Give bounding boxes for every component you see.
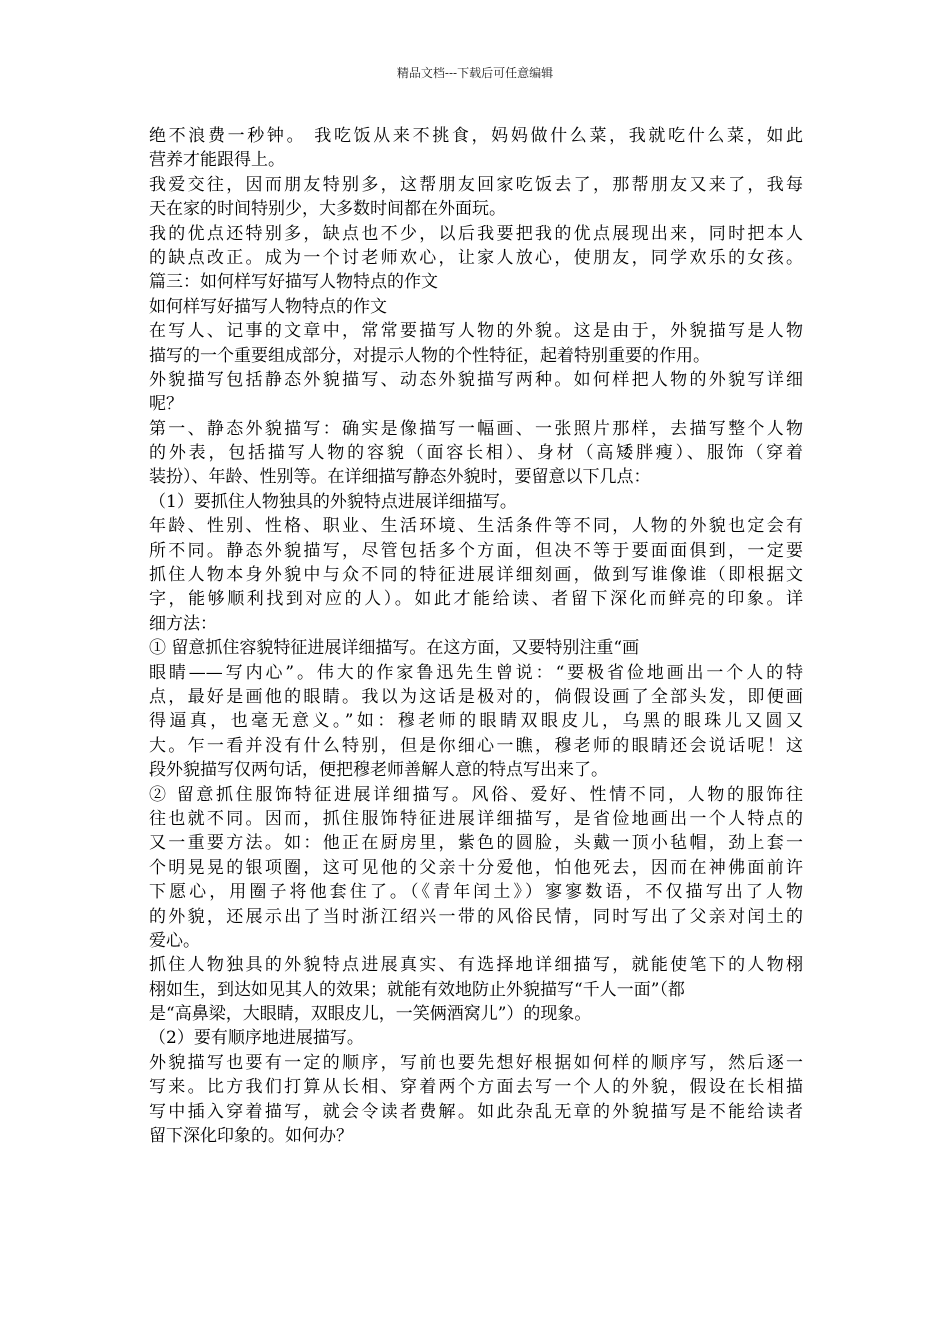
text-line: 外貌描写包括静态外貌描写、动态外貌描写两种。如何样把人物的外貌写详细 — [149, 369, 803, 390]
text-line: 的缺点改正。成为一个讨老师欢心，让家人放心，使朋友，同学欢乐的女孩。 — [149, 247, 803, 268]
text-line: 眼睛——写内心”。伟大的作家鲁迅先生曾说：“要极省俭地画出一个人的特 — [149, 662, 803, 683]
text-line: 抓住人物独具的外貌特点进展真实、有选择地详细描写，就能使笔下的人物栩 — [149, 955, 803, 976]
text-line: 段外貌描写仅两句话，便把穆老师善解人意的特点写出来了。 — [149, 760, 608, 781]
text-line: （2）要有顺序地进展描写。 — [149, 1028, 364, 1049]
text-line: 天在家的时间特别少，大多数时间都在外面玩。 — [149, 199, 506, 220]
text-line: ② 留意抓住服饰特征进展详细描写。风俗、爱好、性情不同，人物的服饰往 — [149, 784, 803, 805]
text-line: 写中插入穿着描写，就会令读者费解。如此杂乱无章的外貌描写是不能给读者 — [149, 1101, 803, 1122]
page-header: 精品文档---下载后可任意编辑 — [396, 66, 554, 80]
text-line: 我爱交往，因而朋友特别多，这帮朋友回家吃饭去了，那帮朋友又来了，我每 — [149, 174, 803, 195]
text-line: 字，能够顺利找到对应的人）。如此才能给读、者留下深化而鲜亮的印象。详 — [149, 589, 803, 610]
text-line: 在写人、记事的文章中，常常要描写人物的外貌。这是由于，外貌描写是人物 — [149, 321, 803, 342]
text-line: 的外貌，还展示出了当时浙江绍兴一带的风俗民情，同时写出了父亲对闰土的 — [149, 906, 803, 927]
text-line: 我的优点还特别多，缺点也不少，以后我要把我的优点展现出来，同时把本人 — [149, 223, 803, 244]
text-line: 点，最好是画他的眼睛。我以为这话是极对的，倘假设画了全部头发，即便画 — [149, 686, 803, 707]
text-line: 装扮）、年龄、性别等。在详细描写静态外貌时，要留意以下几点： — [149, 467, 651, 488]
text-line: 得逼真，也毫无意义。”如：穆老师的眼睛双眼皮儿，乌黑的眼珠儿又圆又 — [149, 711, 803, 732]
text-line: 是“高鼻梁，大眼睛，双眼皮儿，一笑俩酒窝儿”）的现象。 — [149, 1004, 592, 1025]
text-line: 呢？ — [149, 394, 183, 415]
text-line: 写来。比方我们打算从长相、穿着两个方面去写一个人的外貌，假设在长相描 — [149, 1077, 803, 1098]
text-line: 又一重要方法。如：他正在厨房里，紫色的圆脸，头戴一顶小毡帽，劲上套一 — [149, 833, 803, 854]
text-line: 下愿心，用圈子将他套住了。（《青年闰土》）寥寥数语，不仅描写出了人物 — [149, 882, 803, 903]
text-line: 营养才能跟得上。 — [149, 150, 285, 171]
text-line: 外貌描写也要有一定的顺序，写前也要先想好根据如何样的顺序写，然后逐一 — [149, 1052, 803, 1073]
text-line: 第一、静态外貌描写：确实是像描写一幅画、一张照片那样，去描写整个人物 — [149, 418, 803, 439]
text-line: ① 留意抓住容貌特征进展详细描写。在这方面，又要特别注重“画 — [149, 638, 640, 659]
text-line: 所不同。静态外貌描写，尽管包括多个方面，但决不等于要面面俱到，一定要 — [149, 540, 803, 561]
text-line: 留下深化印象的。如何办？ — [149, 1126, 353, 1147]
text-line: 的外表，包括描写人物的容貌（面容长相）、身材（高矮胖瘦）、服饰（穿着 — [149, 443, 803, 464]
text-line: 个明晃晃的银项圈，这可见他的父亲十分爱他，怕他死去，因而在神佛面前许 — [149, 857, 803, 878]
text-line: 爱心。 — [149, 930, 200, 951]
text-line: 细方法： — [149, 613, 217, 634]
text-line: 栩如生，到达如见其人的效果；就能有效地防止外貌描写“千人一面”（都 — [149, 979, 685, 1000]
text-line: 描写的一个重要组成部分，对提示人物的个性特征，起着特别重要的作用。 — [149, 345, 710, 366]
text-line: 篇三：如何样写好描写人物特点的作文 — [149, 272, 438, 293]
text-line: 如何样写好描写人物特点的作文 — [149, 296, 387, 317]
text-line: 抓住人物本身外貌中与众不同的特征进展详细刻画，做到写谁像谁（即根据文 — [149, 565, 803, 586]
text-line: 绝不浪费一秒钟。 我吃饭从来不挑食，妈妈做什么菜，我就吃什么菜，如此 — [149, 126, 803, 146]
text-line: （1）要抓住人物独具的外貌特点进展详细描写。 — [149, 491, 517, 512]
document-body — [149, 124, 803, 1148]
text-line: 大。乍一看并没有什么特别，但是你细心一瞧，穆老师的眼睛还会说话呢！这 — [149, 735, 803, 756]
text-line: 往也就不同。因而，抓住服饰特征进展详细描写，是省俭地画出一个人特点的 — [149, 808, 803, 829]
text-line: 年龄、性别、性格、职业、生活环境、生活条件等不同，人物的外貌也定会有 — [149, 516, 803, 537]
